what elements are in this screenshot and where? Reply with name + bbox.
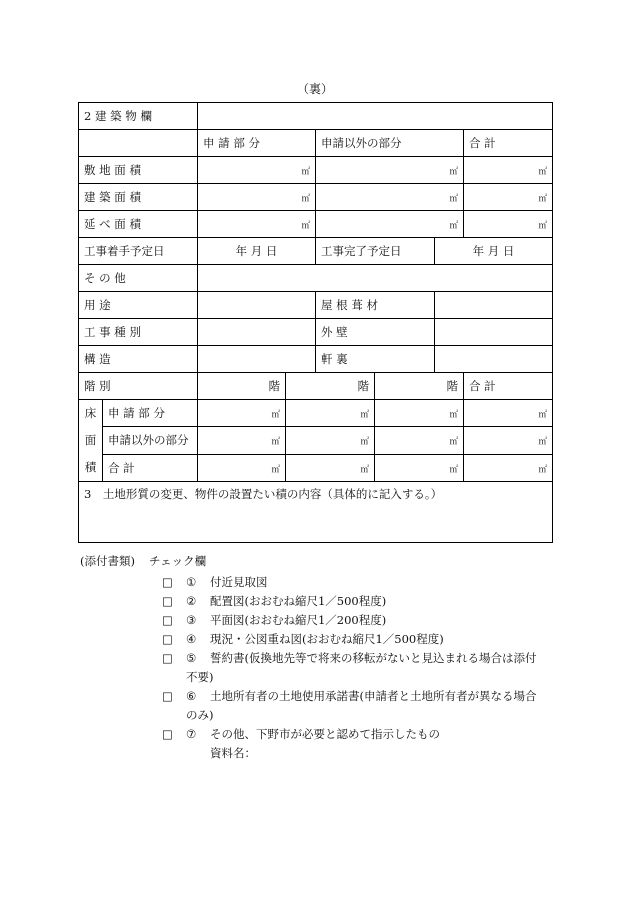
checkbox-icon[interactable]: □	[162, 651, 173, 665]
structure-label: 構 造	[79, 346, 198, 373]
floor-area-input[interactable]: ㎡	[375, 427, 464, 454]
attachments-label: (添付書類)	[80, 554, 135, 568]
attachment-item: □ ④ 現況・公図重ね図(おおむね縮尺1／500程度)	[162, 630, 562, 649]
section2-title: 2 建 築 物 欄	[79, 103, 198, 130]
checkbox-icon[interactable]: □	[162, 613, 173, 627]
floor-header-label: 階 別	[79, 373, 198, 400]
end-date-label: 工事完了予定日	[316, 238, 435, 265]
checkbox-icon[interactable]: □	[162, 727, 173, 741]
attachment-item: □ ② 配置図(おおむね縮尺1／500程度)	[162, 592, 562, 611]
structure-field[interactable]	[198, 346, 316, 373]
area-total-input[interactable]: ㎡	[464, 184, 553, 211]
floor-area-side-label: 床 面 積	[79, 400, 103, 482]
floor-area-input[interactable]: ㎡	[198, 400, 286, 427]
eaves-field[interactable]	[435, 346, 553, 373]
checkbox-icon[interactable]: □	[162, 689, 173, 703]
floor-area-input[interactable]: ㎡	[286, 454, 375, 481]
end-date-field[interactable]: 年 月 日	[435, 238, 553, 265]
floor-row-label: 合 計	[103, 454, 198, 481]
area-other-input[interactable]: ㎡	[316, 157, 464, 184]
checkbox-icon[interactable]: □	[162, 575, 173, 589]
floor-area-input[interactable]: ㎡	[375, 400, 464, 427]
col-other-header: 申請以外の部分	[316, 130, 464, 157]
section3-text: 3 土地形質の変更、物件の設置たい積の内容（具体的に記入する。）	[84, 487, 443, 501]
floor-area-input[interactable]: ㎡	[198, 454, 286, 481]
roof-field[interactable]	[435, 292, 553, 319]
area-applied-input[interactable]: ㎡	[198, 157, 316, 184]
building-table	[78, 102, 553, 543]
use-label: 用 途	[79, 292, 198, 319]
floor-row-label: 申請以外の部分	[103, 427, 198, 454]
area-applied-input[interactable]: ㎡	[198, 211, 316, 238]
work-type-field[interactable]	[198, 319, 316, 346]
floor-header-1: 階	[198, 373, 286, 400]
check-column-label: チェック欄	[148, 554, 207, 568]
area-label-building: 建 築 面 積	[79, 184, 198, 211]
attachment-item: □ ③ 平面図(おおむね縮尺1／200程度)	[162, 611, 562, 630]
other-label: そ の 他	[79, 265, 198, 292]
attachment-item: □ ① 付近見取図	[162, 573, 562, 592]
col-applied-header: 申 請 部 分	[198, 130, 316, 157]
attachments-section	[80, 553, 560, 763]
floor-area-input[interactable]: ㎡	[464, 454, 553, 481]
use-field[interactable]	[198, 292, 316, 319]
attachment-item: □ ⑤ 誓約書(仮換地先等で将来の移転がないと見込まれる場合は添付 不要)	[162, 649, 562, 687]
floor-row-label: 申 請 部 分	[103, 400, 198, 427]
checkbox-icon[interactable]: □	[162, 594, 173, 608]
floor-area-input[interactable]: ㎡	[286, 427, 375, 454]
area-applied-input[interactable]: ㎡	[198, 184, 316, 211]
floor-area-input[interactable]: ㎡	[286, 400, 375, 427]
page-heading: （裏）	[296, 82, 333, 96]
area-other-input[interactable]: ㎡	[316, 184, 464, 211]
start-date-field[interactable]: 年 月 日	[198, 238, 316, 265]
roof-label: 屋 根 葺 材	[316, 292, 435, 319]
checkbox-icon[interactable]: □	[162, 632, 173, 646]
start-date-label: 工事着手予定日	[79, 238, 198, 265]
floor-area-input[interactable]: ㎡	[375, 454, 464, 481]
area-other-input[interactable]: ㎡	[316, 211, 464, 238]
eaves-label: 軒 裏	[316, 346, 435, 373]
area-label-site: 敷 地 面 積	[79, 157, 198, 184]
attachment-item: □ ⑥ 土地所有者の土地使用承諾書(申請者と土地所有者が異なる場合 のみ)	[162, 687, 562, 725]
floor-header-2: 階	[286, 373, 375, 400]
floor-header-3: 階	[375, 373, 464, 400]
floor-area-input[interactable]: ㎡	[464, 400, 553, 427]
wall-field[interactable]	[435, 319, 553, 346]
area-total-input[interactable]: ㎡	[464, 211, 553, 238]
wall-label: 外 壁	[316, 319, 435, 346]
other-field[interactable]	[198, 265, 553, 292]
floor-area-input[interactable]: ㎡	[198, 427, 286, 454]
work-type-label: 工 事 種 別	[79, 319, 198, 346]
attachment-item: □ ⑦ その他、下野市が必要と認めて指示したもの	[162, 725, 562, 744]
floor-area-input[interactable]: ㎡	[464, 427, 553, 454]
materials-label: 資料名：	[210, 746, 256, 760]
section3-field[interactable]	[79, 482, 553, 543]
floor-header-total: 合 計	[464, 373, 553, 400]
area-total-input[interactable]: ㎡	[464, 157, 553, 184]
section2-blank	[198, 103, 553, 130]
area-label-total-floor: 延 べ 面 積	[79, 211, 198, 238]
col-total-header: 合 計	[464, 130, 553, 157]
